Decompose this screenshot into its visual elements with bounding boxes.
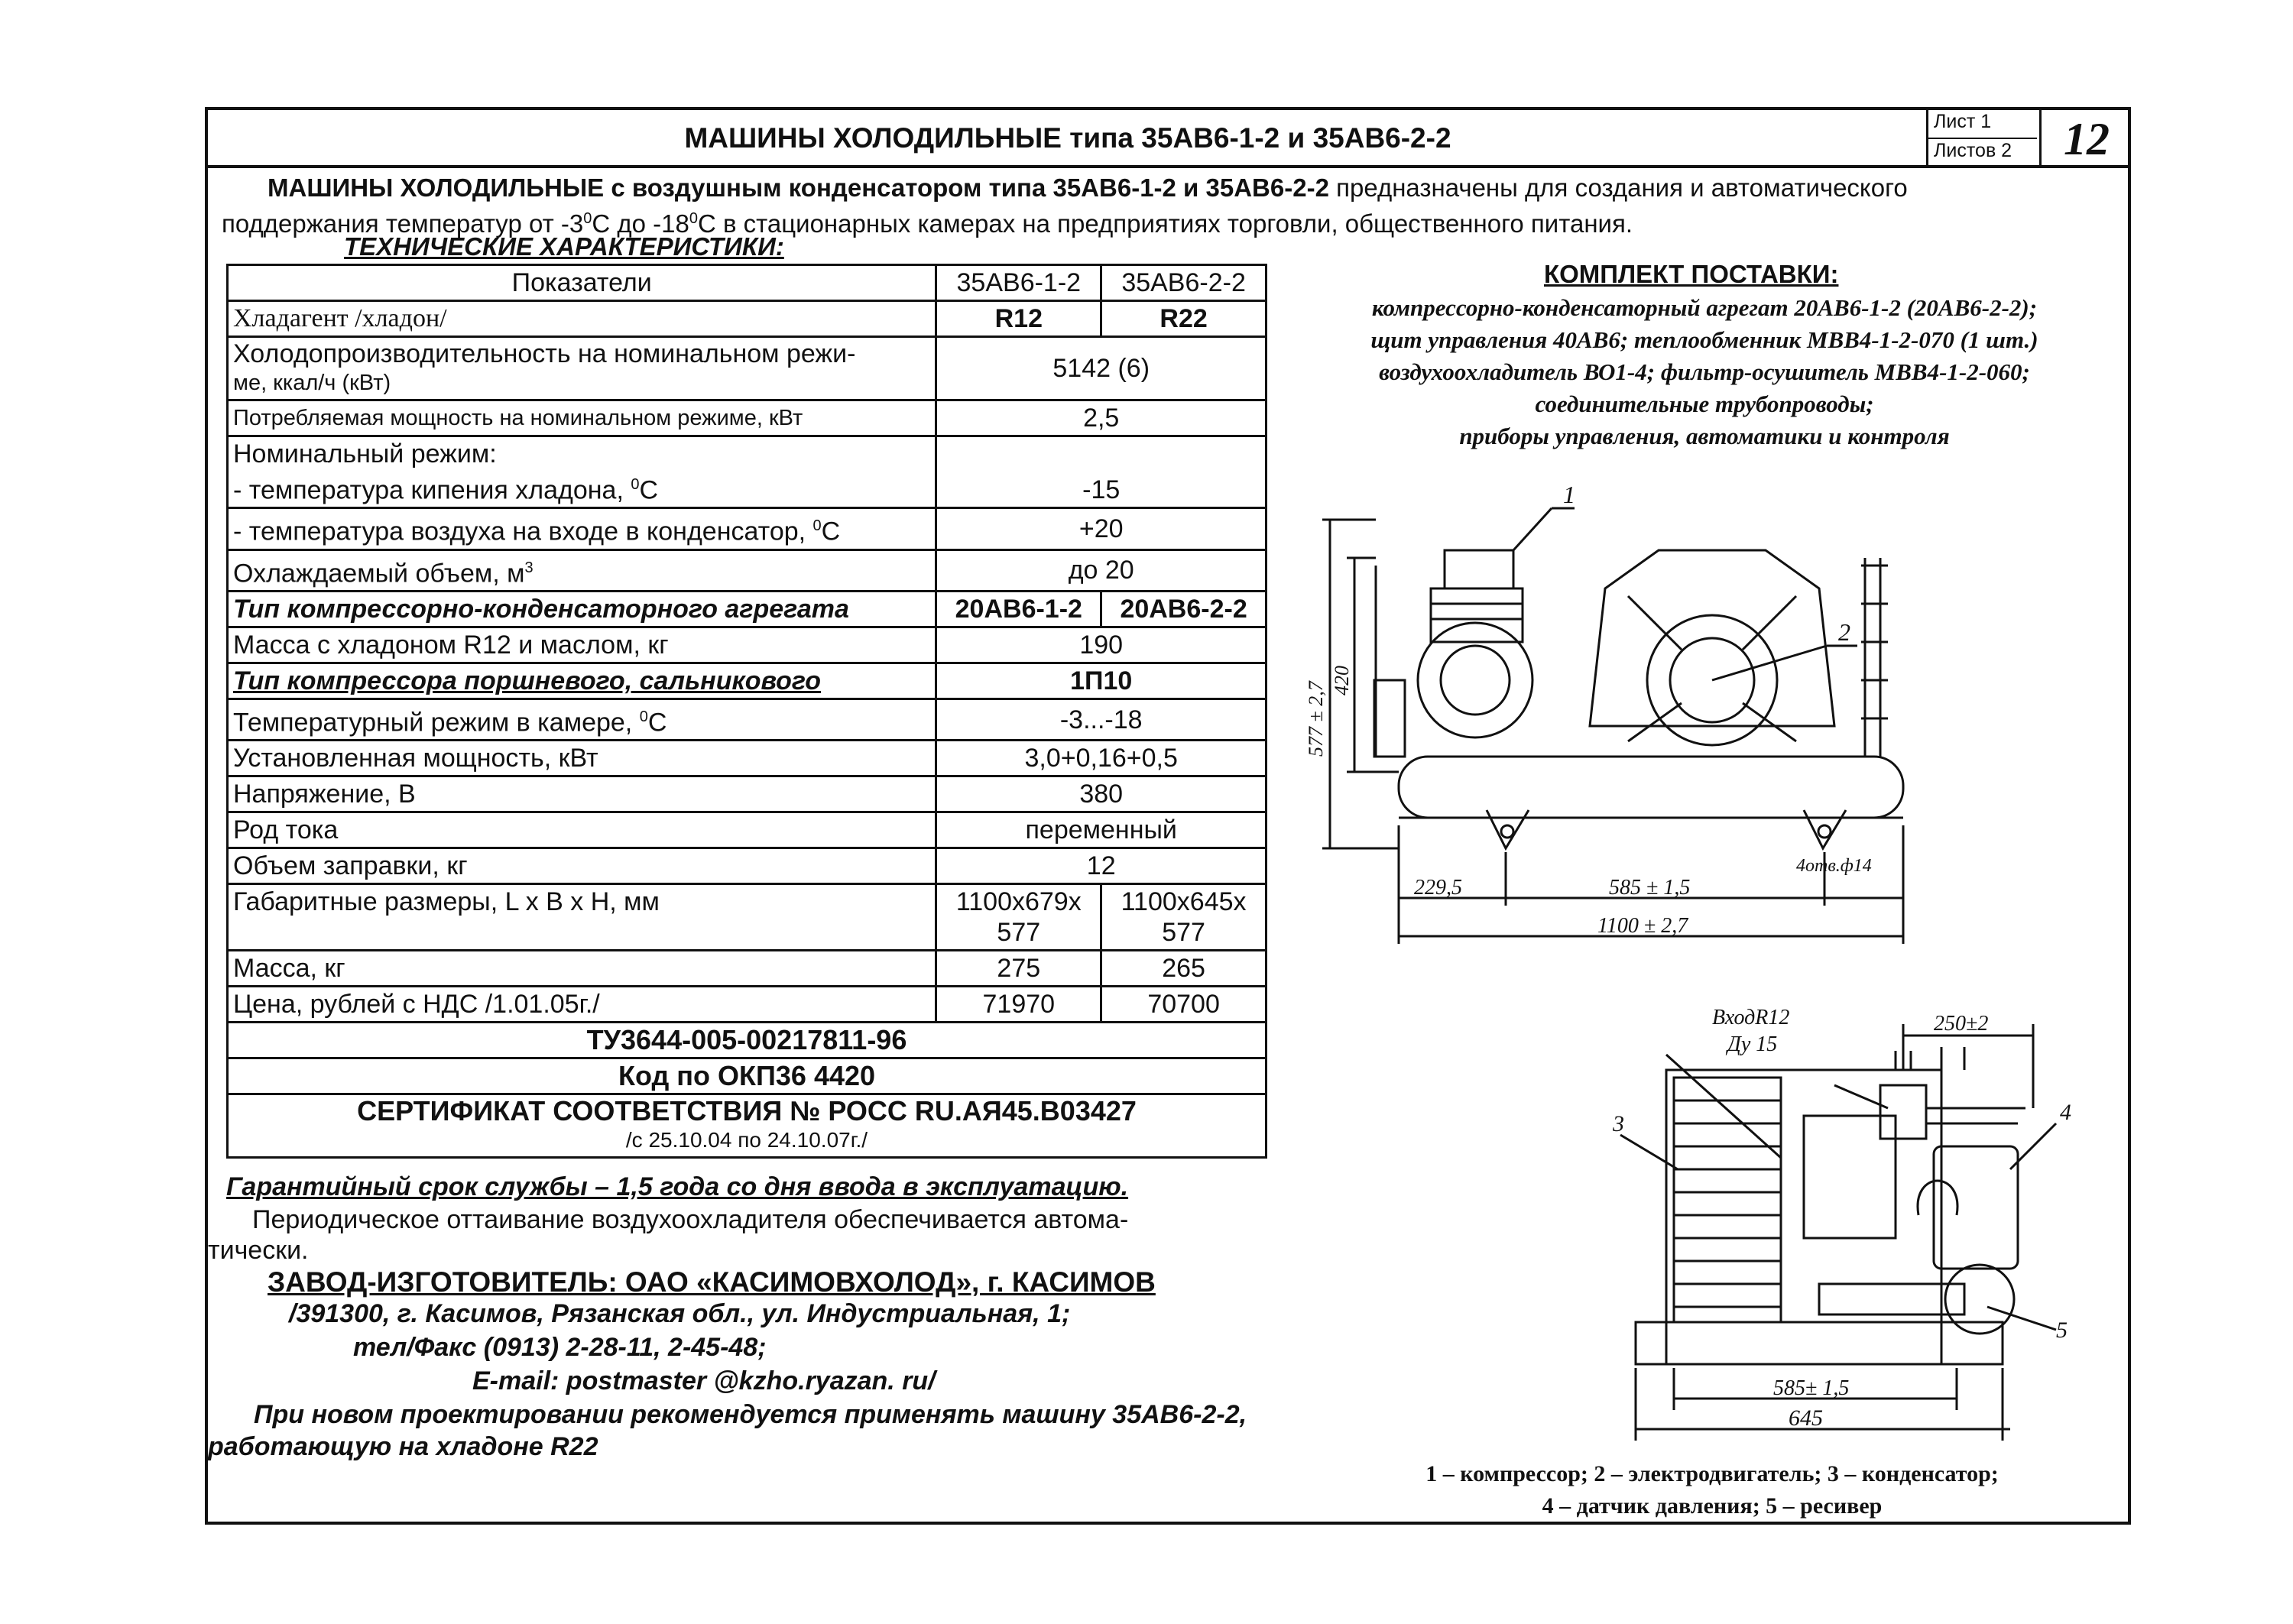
dim-total: 645: [1789, 1405, 1823, 1431]
condenser-shape: [1674, 1078, 1781, 1322]
row-label: Напряжение, В: [228, 776, 936, 812]
dims-v1-line1: 1100х679х: [955, 887, 1082, 917]
row-label: [228, 508, 936, 549]
table-row: [228, 627, 1267, 663]
kit-heading: КОМПЛЕКТ ПОСТАВКИ:: [1544, 260, 1839, 288]
receiver-shape: [1399, 757, 1903, 818]
kit-list: [1292, 292, 2117, 452]
sheet-divider: [1926, 138, 2037, 139]
dim-height-inner: 420: [1331, 666, 1353, 695]
foot-shape: [1804, 810, 1846, 848]
cell-value: 20АВ6-1-2: [936, 591, 1101, 627]
table-row: [228, 400, 1267, 436]
table-row: [228, 776, 1267, 812]
dim-inner: 585± 1,5: [1773, 1376, 1850, 1400]
kit-item: щит управления 40АВ6; теплообменник МВВ4-1-2-070 (1 шт.): [1370, 326, 2038, 353]
cell-value: 71970: [936, 987, 1101, 1023]
cell-value: 12: [936, 848, 1267, 884]
du-label: Ду 15: [1727, 1032, 1778, 1056]
factory-address: /391300, г. Касимов, Рязанская обл., ул. Индустриальная, 1;: [289, 1299, 1071, 1328]
spec-table: [226, 264, 1267, 1159]
okp-code: Код по ОКП36 4420: [228, 1058, 1267, 1094]
intro-line1-rest: предназначены для создания и автоматического: [1328, 173, 1908, 202]
row-label: [228, 436, 936, 508]
nominal-air: - температура воздуха на входе в конденсатор,: [233, 517, 813, 546]
kit-item: компрессорно-конденсаторный агрегат 20АВ6-1-2 (20АВ6-2-2);: [1371, 294, 2038, 321]
intro-paragraph: [222, 173, 2102, 239]
table-row: [228, 508, 1267, 549]
dims-v2-line2: 577: [1162, 918, 1205, 948]
temp-sup: 0: [639, 708, 648, 725]
header-cell: Показатели: [228, 265, 936, 301]
intro-sup2: 0: [689, 210, 698, 227]
table-row: [228, 436, 1267, 508]
cell-value: 265: [1101, 951, 1267, 987]
cell-value: 20АВ6-2-2: [1101, 591, 1267, 627]
row-label: Род тока: [228, 812, 936, 848]
intro-sup1: 0: [583, 210, 592, 227]
inlet-label: ВходR12: [1712, 1006, 1790, 1029]
header-cell: 35АВ6-2-2: [1101, 265, 1267, 301]
row-label: Объем заправки, кг: [228, 848, 936, 884]
cell-value: 70700: [1101, 987, 1267, 1023]
kit-item: приборы управления, автоматики и контроля: [1459, 423, 1950, 449]
cell-value: R22: [1101, 301, 1267, 337]
row-label: [228, 337, 936, 400]
factory-heading: ЗАВОД-ИЗГОТОВИТЕЛЬ: ОАО «КАСИМОВХОЛОД», г. КАСИМОВ: [268, 1266, 1156, 1298]
legend-line1: 1 – компрессор; 2 – электродвигатель; 3 – конденсатор;: [1425, 1461, 1999, 1486]
temp-label: Температурный режим в камере,: [233, 708, 640, 737]
certificate-number: СЕРТИФИКАТ СООТВЕТСТВИЯ № РОСС RU.АЯ45.В03427: [357, 1095, 1137, 1127]
compressor-shape: [1418, 623, 1532, 737]
table-row: [228, 741, 1267, 776]
header-cell: 35АВ6-1-2: [936, 265, 1101, 301]
tu-code: ТУ3644-005-00217811-96: [228, 1023, 1267, 1058]
callout-4: 4: [2060, 1100, 2071, 1125]
legend-line2: 4 – датчик давления; 5 – ресивер: [1542, 1493, 1883, 1519]
temp-unit: С: [647, 708, 667, 737]
table-row: [228, 1058, 1267, 1094]
defrost-text-line1: Периодическое оттаивание воздухоохладителя обеспечивается автома-: [252, 1205, 1129, 1234]
cell-value: R12: [936, 301, 1101, 337]
foot-shape: [1487, 810, 1529, 848]
front-view-drawing: [1605, 994, 2094, 1452]
side-view-drawing: [1299, 474, 1926, 963]
row-label-line1: Холодопроизводительность на номинальном режи-: [233, 339, 856, 368]
page-number: 12: [2064, 114, 2110, 164]
drawing-legend: [1299, 1458, 2125, 1522]
table-row: [228, 951, 1267, 987]
dims-v2-line1: 1100х645х: [1121, 887, 1247, 917]
row-label: Хладагент /хладон/: [228, 301, 936, 337]
dim-top: 250±2: [1934, 1012, 1989, 1036]
dim-total: 1100 ± 2,7: [1597, 914, 1688, 938]
row-label: [228, 549, 936, 591]
factory-email: E-mail: postmaster @kzho.ryazan. ru/: [472, 1366, 936, 1395]
dim-mid: 585 ± 1,5: [1609, 876, 1691, 900]
kit-item: соединительные трубопроводы;: [1535, 391, 1874, 417]
table-row: [228, 663, 1267, 699]
factory-phone: тел/Факс (0913) 2-28-11, 2-45-48;: [353, 1333, 767, 1362]
certificate-dates: /с 25.10.04 по 24.10.07г./: [625, 1128, 868, 1152]
table-row: [228, 987, 1267, 1023]
dim-left: 229,5: [1414, 876, 1462, 900]
table-row: [228, 812, 1267, 848]
table-row: [228, 1023, 1267, 1058]
dims-v1-line2: 577: [997, 918, 1041, 948]
row-label: Цена, рублей с НДС /1.01.05г./: [228, 987, 936, 1023]
dim-height-outer: 577 ± 2,7: [1305, 681, 1327, 757]
cell-value: 5142 (6): [936, 337, 1267, 400]
row-label: Масса с хладоном R12 и маслом, кг: [228, 627, 936, 663]
kit-item: воздухоохладитель ВО1-4; фильтр-осушитель МВВ4-1-2-060;: [1379, 358, 2030, 385]
row-label: Установленная мощность, кВт: [228, 741, 936, 776]
table-row: [228, 301, 1267, 337]
row-label: Тип компрессора поршневого, сальникового: [228, 663, 936, 699]
volume-sup: 3: [524, 559, 534, 576]
row-label: [228, 699, 936, 740]
table-row: [228, 265, 1267, 301]
nominal-label: Номинальный режим:: [233, 439, 497, 468]
row-label-line2: ме, ккал/ч (кВт): [233, 371, 391, 395]
callout-1: 1: [1563, 481, 1575, 508]
cell-value: -3...-18: [936, 699, 1267, 740]
row-label: Потребляемая мощность на номинальном режиме, кВт: [228, 400, 936, 436]
sheets-total: Листов 2: [1934, 140, 2012, 161]
row-label: Тип компрессорно-конденсаторного агрегата: [228, 591, 936, 627]
callout-2: 2: [1838, 618, 1850, 646]
air-unit: С: [821, 517, 841, 546]
warranty-text: Гарантийный срок службы – 1,5 года со дня ввода в эксплуатацию.: [226, 1172, 1129, 1201]
defrost-text-line2: тически.: [208, 1236, 309, 1265]
intro-lead: МАШИНЫ ХОЛОДИЛЬНЫЕ с воздушным конденсатором типа 35АВ6-1-2 и 35АВ6-2-2: [268, 173, 1329, 202]
cell-value: 1П10: [936, 663, 1267, 699]
cell-value: +20: [936, 508, 1267, 549]
air-sup: 0: [812, 517, 822, 535]
cell-value: 275: [936, 951, 1101, 987]
cell-value: до 20: [936, 549, 1267, 591]
intro-line2-a: поддержания температур от -3: [222, 209, 584, 238]
callout-3: 3: [1613, 1111, 1624, 1136]
sheet-number: Лист 1: [1934, 111, 1992, 132]
nominal-boil: - температура кипения хладона,: [233, 475, 631, 505]
cell-value: 3,0+0,16+0,5: [936, 741, 1267, 776]
boil-unit: С: [639, 475, 659, 505]
recommendation-line2: работающую на хладоне R22: [208, 1432, 598, 1461]
certificate: [228, 1094, 1267, 1158]
title-row: [205, 107, 2131, 168]
cell-value: [1101, 884, 1267, 951]
cell-value: 380: [936, 776, 1267, 812]
table-row: [228, 549, 1267, 591]
callout-5: 5: [2056, 1318, 2068, 1343]
recommendation-line1: При новом проектировании рекомендуется применять машину 35АВ6-2-2,: [254, 1400, 1247, 1429]
tech-heading: ТЕХНИЧЕСКИЕ ХАРАКТЕРИСТИКИ:: [344, 232, 784, 261]
dim-holes: 4отв.ф14: [1796, 856, 1872, 876]
intro-line2-b: С до -18: [592, 209, 689, 238]
cell-value: [936, 884, 1101, 951]
cell-value: 190: [936, 627, 1267, 663]
page-title: МАШИНЫ ХОЛОДИЛЬНЫЕ типа 35АВ6-1-2 и 35АВ6-2-2: [684, 122, 1451, 154]
table-row: [228, 337, 1267, 400]
row-label: Масса, кг: [228, 951, 936, 987]
table-row: [228, 884, 1267, 951]
table-row: [228, 1094, 1267, 1158]
volume-label: Охлаждаемый объем, м: [233, 558, 525, 588]
cell-value: -15: [936, 436, 1267, 508]
cell-value: 2,5: [936, 400, 1267, 436]
row-label: Габаритные размеры, L x B x H, мм: [228, 884, 936, 951]
table-row: [228, 848, 1267, 884]
table-row: [228, 699, 1267, 740]
cell-value: переменный: [936, 812, 1267, 848]
intro-line2-c: С в стационарных камерах на предприятиях торговли, общественного питания.: [697, 209, 1633, 238]
boil-sup: 0: [631, 476, 640, 493]
table-row: [228, 591, 1267, 627]
